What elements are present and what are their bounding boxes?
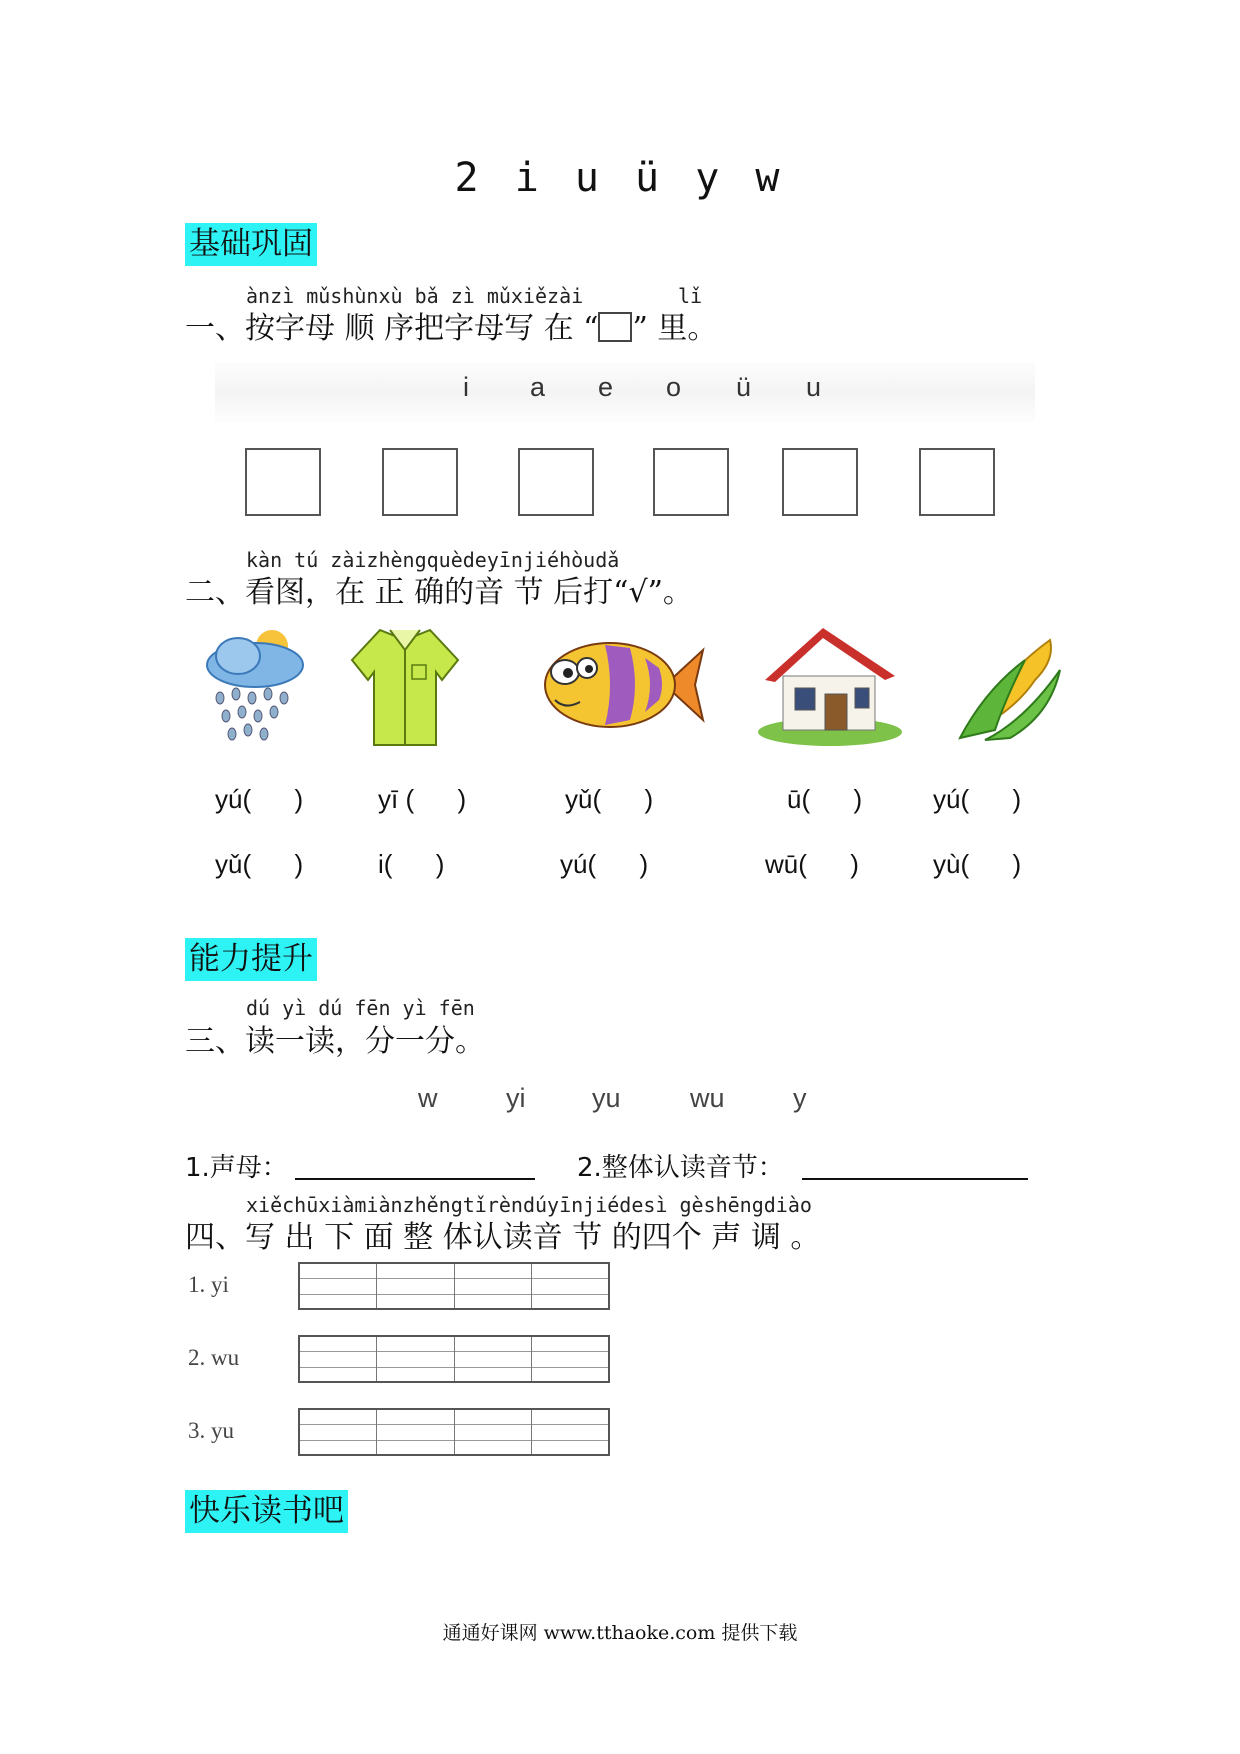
choice-fish-1[interactable]: yǔ( )	[565, 784, 654, 814]
question-3: 三、读一读，分一分。	[185, 1024, 485, 1059]
page-footer: 通通好课网 www.tthaoke.com 提供下载	[442, 1622, 798, 1644]
letter-strip	[215, 362, 1035, 422]
q4-pinyin: xiěchūxiàmiànzhěngtǐrèndúyīnjiédesì gèshēngdiào	[246, 1193, 812, 1217]
whole-syllables-label: 2.整体认读音节：	[577, 1153, 784, 1183]
tone-row-label: 3. yu	[188, 1418, 234, 1443]
choice-rain-2[interactable]: yǔ( )	[215, 849, 304, 879]
shirt-image	[350, 620, 460, 750]
rain-cloud-image	[200, 620, 310, 750]
answer-box-symbol	[598, 312, 632, 342]
question-1-text-b: ” 里。	[632, 311, 718, 346]
classify-item: w	[418, 1083, 438, 1113]
answer-box-6[interactable]	[919, 448, 995, 516]
answer-box-4[interactable]	[653, 448, 729, 516]
tone-row-label: 1. yi	[188, 1272, 229, 1297]
answer-box-1[interactable]	[245, 448, 321, 516]
q2-pinyin: kàn tú zàizhèngquèdeyīnjiéhòudǎ	[246, 548, 620, 572]
corn-image	[955, 620, 1075, 750]
initials-label: 1.声母：	[185, 1153, 288, 1183]
choice-house-1[interactable]: ū( )	[787, 784, 863, 814]
letter-item: o	[666, 372, 682, 402]
writing-grid-yu[interactable]	[298, 1408, 610, 1456]
letter-item: e	[598, 372, 614, 402]
choice-fish-2[interactable]: yú( )	[560, 849, 649, 879]
section-tag-basic: 基础巩固	[185, 223, 317, 266]
q1-pinyin-li: lǐ	[678, 284, 703, 308]
answer-box-2[interactable]	[382, 448, 458, 516]
writing-grid-wu[interactable]	[298, 1335, 610, 1383]
choice-house-2[interactable]: wū( )	[765, 849, 859, 879]
fish-image	[535, 620, 705, 750]
letter-item: a	[530, 372, 546, 402]
answer-box-3[interactable]	[518, 448, 594, 516]
classify-item: yu	[592, 1083, 621, 1113]
writing-grid-yi[interactable]	[298, 1262, 610, 1310]
choice-shirt-2[interactable]: i( )	[378, 849, 445, 879]
letter-item: u	[806, 372, 822, 402]
classify-item: wu	[690, 1083, 725, 1113]
question-2: 二、看图，在 正 确的音 节 后打“√”。	[185, 575, 693, 610]
q1-pinyin: ànzì mǔshùnxù bǎ zì mǔxiězài	[246, 284, 584, 308]
classify-item: y	[793, 1083, 807, 1113]
choice-corn-1[interactable]: yú( )	[933, 784, 1022, 814]
initials-blank[interactable]	[295, 1178, 535, 1180]
question-4: 四、写 出 下 面 整 体认读音 节 的四个 声 调 。	[185, 1220, 821, 1255]
choice-corn-2[interactable]: yù( )	[933, 849, 1022, 879]
section-tag-reading: 快乐读书吧	[185, 1490, 348, 1533]
choice-rain-1[interactable]: yú( )	[215, 784, 304, 814]
section-tag-ability: 能力提升	[185, 938, 317, 981]
page-title: 2 i u ü y w	[454, 155, 786, 201]
classify-item: yi	[506, 1083, 526, 1113]
choice-shirt-1[interactable]: yī ( )	[378, 784, 467, 814]
question-1	[185, 303, 717, 347]
whole-syllables-blank[interactable]	[802, 1178, 1028, 1180]
letter-item: ü	[736, 372, 752, 402]
question-1-text-a: 一、按字母 顺 序把字母写 在 “	[185, 311, 599, 346]
tone-row-label: 2. wu	[188, 1345, 240, 1370]
house-image	[755, 620, 905, 750]
q3-pinyin: dú yì dú fēn yì fēn	[246, 996, 475, 1020]
letter-item: i	[463, 372, 469, 402]
answer-box-5[interactable]	[782, 448, 858, 516]
